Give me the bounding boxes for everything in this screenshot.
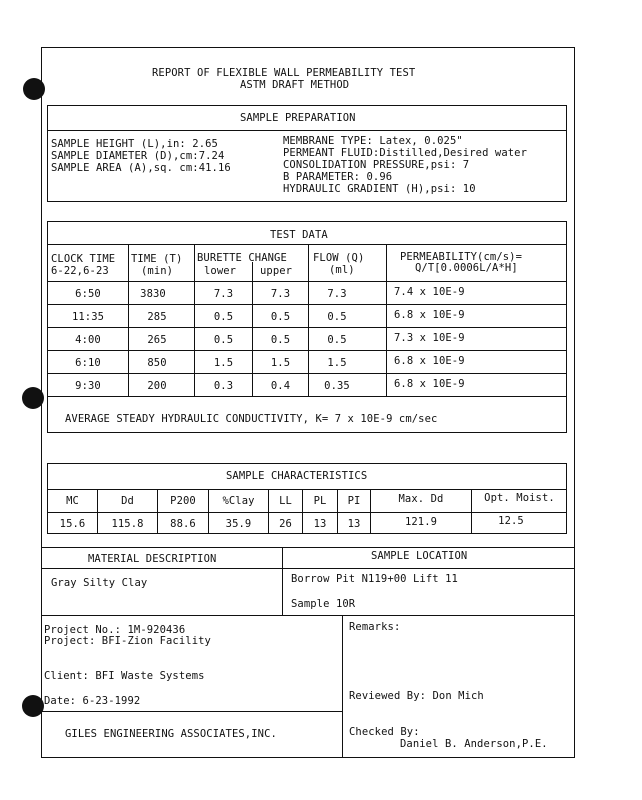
header-opt-moist: Opt. Moist. xyxy=(484,492,555,504)
header-clay: %Clay xyxy=(222,495,255,507)
value-mc: 15.6 xyxy=(59,518,86,530)
company-name: GILES ENGINEERING ASSOCIATES,INC. xyxy=(65,728,277,740)
sample-area: SAMPLE AREA (A),sq. cm:41.16 xyxy=(51,162,231,174)
flow-cell: 0.5 xyxy=(327,334,347,346)
flow-cell: 0.35 xyxy=(324,380,350,392)
permeant-fluid: PERMEANT FLUID:Distilled,Desired water xyxy=(283,147,528,159)
header-ll: LL xyxy=(279,495,292,507)
upper-cell: 0.5 xyxy=(270,334,291,346)
flow-cell: 0.5 xyxy=(327,311,347,323)
report-title: REPORT OF FLEXIBLE WALL PERMEABILITY TEST xyxy=(152,67,416,79)
average-conductivity: AVERAGE STEADY HYDRAULIC CONDUCTIVITY, K= 7 x 10E-9 cm/sec xyxy=(65,413,438,425)
header-flow-unit: (ml) xyxy=(329,264,355,276)
material-description-heading: MATERIAL DESCRIPTION xyxy=(88,553,217,565)
test-data-heading: TEST DATA xyxy=(270,229,328,241)
header-upper: upper xyxy=(260,265,293,277)
report-date: Date: 6-23-1992 xyxy=(44,695,141,707)
permeability-cell: 6.8 x 10E-9 xyxy=(394,309,465,321)
sample-location-line1: Borrow Pit N119+00 Lift 11 xyxy=(291,573,458,585)
header-pl: PL xyxy=(313,495,327,507)
header-clock-dates: 6-22,6-23 xyxy=(51,265,109,277)
sample-location-line2: Sample 10R xyxy=(291,598,356,610)
flow-cell: 1.5 xyxy=(327,357,347,369)
project-number: Project No.: 1M-920436 xyxy=(44,624,186,636)
value-dd: 115.8 xyxy=(111,518,144,530)
header-burette-change: BURETTE CHANGE xyxy=(197,252,287,264)
clock-cell: 9:30 xyxy=(75,380,101,392)
consolidation-pressure: CONSOLIDATION PRESSURE,psi: 7 xyxy=(283,159,470,171)
reviewed-by: Reviewed By: Don Mich xyxy=(349,690,484,702)
b-parameter: B PARAMETER: 0.96 xyxy=(283,171,393,183)
permeability-cell: 6.8 x 10E-9 xyxy=(394,378,465,390)
header-max-dd: Max. Dd xyxy=(398,493,444,505)
project-name: Project: BFI-Zion Facility xyxy=(44,635,211,647)
value-clay: 35.9 xyxy=(225,518,252,530)
clock-cell: 4:00 xyxy=(75,334,101,346)
permeability-cell: 7.3 x 10E-9 xyxy=(394,332,465,344)
header-flow: FLOW (Q) xyxy=(313,252,365,264)
sample-characteristics-heading: SAMPLE CHARACTERISTICS xyxy=(226,470,368,482)
hydraulic-gradient: HYDRAULIC GRADIENT (H),psi: 10 xyxy=(283,183,476,195)
value-pi: 13 xyxy=(347,518,361,530)
header-dd: Dd xyxy=(121,495,134,507)
client-name: Client: BFI Waste Systems xyxy=(44,670,205,682)
header-p200: P200 xyxy=(170,495,196,507)
upper-cell: 1.5 xyxy=(270,357,291,369)
lower-cell: 0.5 xyxy=(213,334,234,346)
value-max-dd: 121.9 xyxy=(404,516,438,528)
sample-diameter: SAMPLE DIAMETER (D),cm:7.24 xyxy=(51,150,225,162)
lower-cell: 7.3 xyxy=(213,288,234,300)
header-time: TIME (T) xyxy=(131,253,183,265)
report-subtitle: ASTM DRAFT METHOD xyxy=(240,79,350,91)
time-cell: 265 xyxy=(147,334,167,346)
flow-cell: 7.3 xyxy=(327,288,347,300)
clock-cell: 6:10 xyxy=(75,357,101,369)
sample-height: SAMPLE HEIGHT (L),in: 2.65 xyxy=(51,138,218,150)
remarks-label: Remarks: xyxy=(349,621,401,633)
header-lower: lower xyxy=(204,265,237,277)
checked-by-label: Checked By: xyxy=(349,726,420,738)
header-mc: MC xyxy=(66,495,79,507)
header-time-unit: (min) xyxy=(141,265,174,277)
value-pl: 13 xyxy=(313,518,327,530)
lower-cell: 0.5 xyxy=(213,311,234,323)
material-description-value: Gray Silty Clay xyxy=(51,577,148,589)
value-ll: 26 xyxy=(279,518,292,530)
value-opt-moist: 12.5 xyxy=(498,515,524,527)
time-cell: 200 xyxy=(147,380,167,392)
upper-cell: 7.3 xyxy=(270,288,291,300)
header-pi: PI xyxy=(347,495,361,507)
lower-cell: 1.5 xyxy=(213,357,234,369)
time-cell: 850 xyxy=(147,357,167,369)
header-permeability-formula: Q/T[0.0006L/A*H] xyxy=(415,262,518,274)
sample-location-heading: SAMPLE LOCATION xyxy=(371,550,468,562)
permeability-cell: 6.8 x 10E-9 xyxy=(394,355,465,367)
upper-cell: 0.4 xyxy=(270,380,291,392)
clock-cell: 11:35 xyxy=(71,311,105,323)
lower-cell: 0.3 xyxy=(213,380,234,392)
value-p200: 88.6 xyxy=(170,518,196,530)
membrane-type: MEMBRANE TYPE: Latex, 0.025" xyxy=(283,135,463,147)
clock-cell: 6:50 xyxy=(75,288,101,300)
upper-cell: 0.5 xyxy=(270,311,291,323)
checked-by-name: Daniel B. Anderson,P.E. xyxy=(400,738,548,750)
permeability-cell: 7.4 x 10E-9 xyxy=(394,286,465,298)
sample-preparation-heading: SAMPLE PREPARATION xyxy=(240,112,356,124)
header-permeability: PERMEABILITY(cm/s)= xyxy=(400,251,523,263)
header-clock-time: CLOCK TIME xyxy=(51,253,116,265)
time-cell: 285 xyxy=(147,311,167,323)
time-cell: 3830 xyxy=(140,288,166,300)
